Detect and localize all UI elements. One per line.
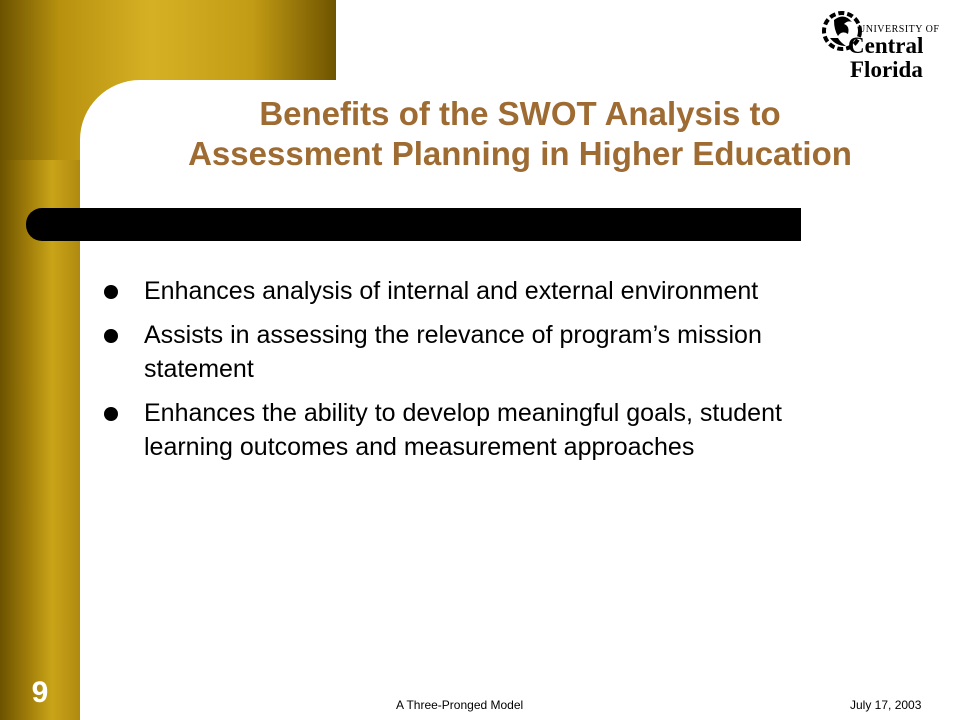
bullet-text: Enhances analysis of internal and external environment bbox=[144, 277, 759, 305]
bullet-text: Enhances the ability to develop meaningful goals, student learning outcomes and measurement approaches bbox=[144, 399, 782, 461]
bullet-dot-icon bbox=[104, 407, 118, 421]
logo-florida: Florida bbox=[850, 57, 923, 82]
footer-title: A Three-Pronged Model bbox=[396, 698, 524, 712]
bullet-list bbox=[100, 274, 860, 474]
title-divider-bar bbox=[26, 208, 801, 241]
slide-title-line-1: Benefits of the SWOT Analysis to bbox=[259, 95, 781, 132]
slide-number: 9 bbox=[31, 676, 49, 709]
footer-date: July 17, 2003 bbox=[850, 698, 922, 712]
bullet-dot-icon bbox=[104, 329, 118, 343]
ucf-logo bbox=[822, 6, 946, 86]
slide-title-line-2: Assessment Planning in Higher Education bbox=[188, 135, 852, 172]
bullet-item bbox=[100, 318, 860, 386]
bullet-item bbox=[100, 396, 860, 464]
logo-central: Central bbox=[848, 33, 924, 58]
slide-title bbox=[80, 94, 960, 174]
bullet-text: Assists in assessing the relevance of program’s mission statement bbox=[144, 321, 762, 383]
bullet-item bbox=[100, 274, 860, 308]
logo-university-of: UNIVERSITY OF bbox=[858, 24, 940, 35]
bullet-dot-icon bbox=[104, 285, 118, 299]
